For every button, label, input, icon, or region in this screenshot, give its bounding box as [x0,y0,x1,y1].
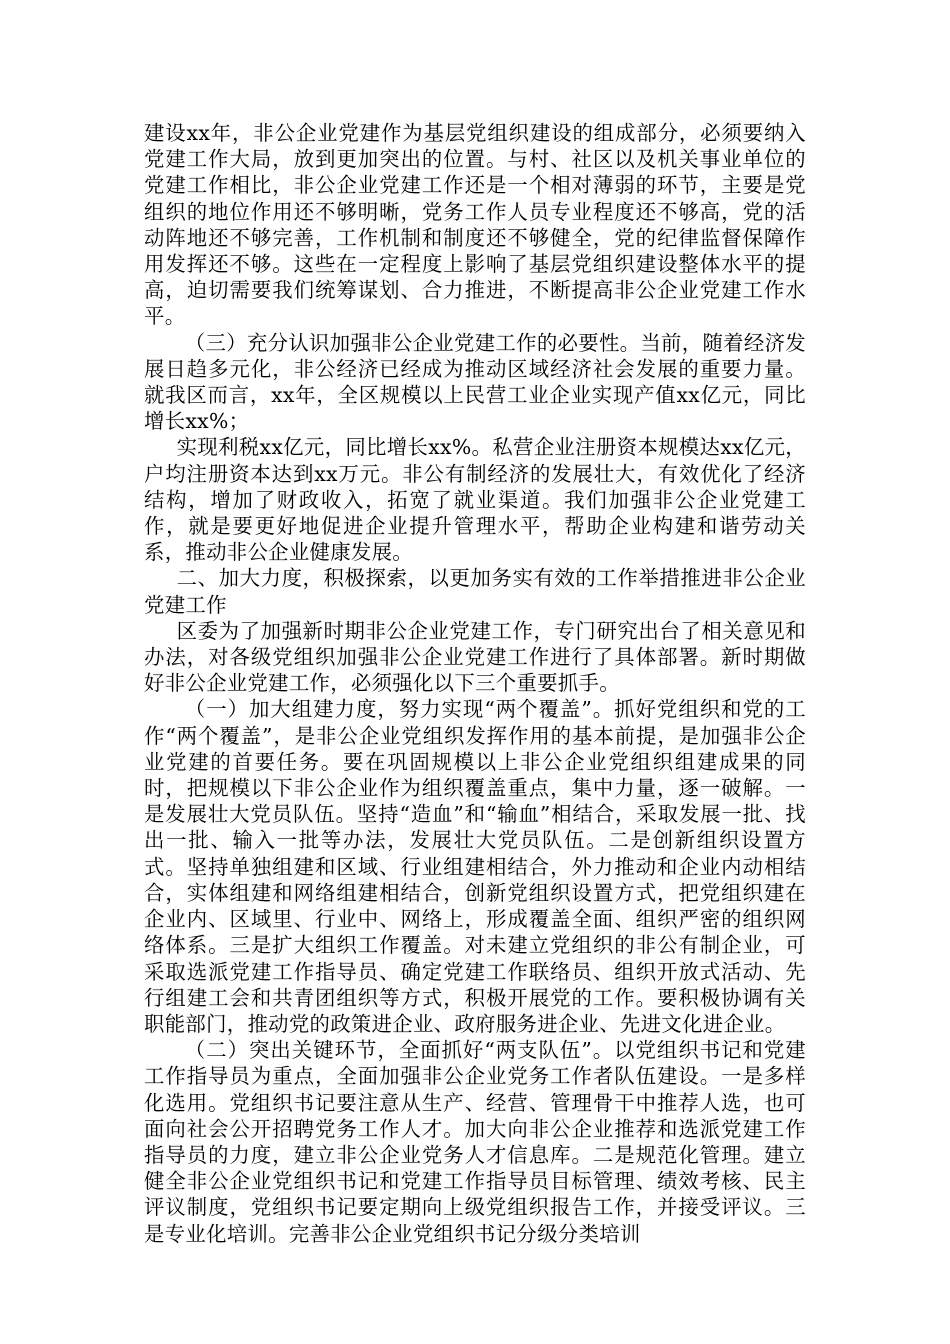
paragraph-2: （三）充分认识加强非公企业党建工作的必要性。当前，随着经济发展日趋多元化，非公经济已经成为推动区域经济社会发展的重要力量。就我区而言，xx年，全区规模以上民营工业企业实现产值xx亿元，同比增长xx%； [144,330,806,434]
document-page [144,120,806,1247]
paragraph-5: （一）加大组建力度，努力实现“两个覆盖”。抓好党组织和党的工作“两个覆盖”，是非公企业党组织发挥作用的基本前提，是加强非公企业党建的首要任务。要在巩固规模以上非公企业党组织组建成果的同时，把规模以下非公企业作为组织覆盖重点，集中力量，逐一破解。一是发展壮大党员队伍。坚持“造血”和“输血”相结合，采取发展一批、找出一批、输入一批等办法，发展壮大党员队伍。二是创新组织设置方式。坚持单独组建和区域、行业组建相结合，外力推动和企业内动相结合，实体组建和网络组建相结合，创新党组织设置方式，把党组织建在企业内、区域里、行业中、网络上，形成覆盖全面、组织严密的组织网络体系。三是扩大组织工作覆盖。对未建立党组织的非公有制企业，可采取选派党建工作指导员、确定党建工作联络员、组织开放式活动、先行组建工会和共青团组织等方式，积极开展党的工作。要积极协调有关职能部门，推动党的政策进企业、政府服务进企业、先进文化进企业。 [144,697,806,1036]
paragraph-3: 实现利税xx亿元，同比增长xx%。私营企业注册资本规模达xx亿元，户均注册资本达到xx万元。非公有制经济的发展壮大，有效优化了经济结构，增加了财政收入，拓宽了就业渠道。我们加强非公企业党建工作，就是要更好地促进企业提升管理水平，帮助企业构建和谐劳动关系，推动非公企业健康发展。 [144,435,806,565]
section-heading-2: 二、加大力度，积极探索，以更加务实有效的工作举措推进非公企业党建工作 [144,566,806,617]
paragraph-4: 区委为了加强新时期非公企业党建工作，专门研究出台了相关意见和办法，对各级党组织加强非公企业党建工作进行了具体部署。新时期做好非公企业党建工作，必须强化以下三个重要抓手。 [144,618,806,696]
paragraph-1: 建设xx年，非公企业党建作为基层党组织建设的组成部分，必须要纳入党建工作大局，放到更加突出的位置。与村、社区以及机关事业单位的党建工作相比，非公企业党建工作还是一个相对薄弱的环节，主要是党组织的地位作用还不够明晰，党务工作人员专业程度还不够高，党的活动阵地还不够完善，工作机制和制度还不够健全，党的纪律监督保障作用发挥还不够。这些在一定程度上影响了基层党组织建设整体水平的提高，迫切需要我们统筹谋划、合力推进，不断提高非公企业党建工作水平。 [144,121,806,329]
paragraph-6: （二）突出关键环节，全面抓好“两支队伍”。以党组织书记和党建工作指导员为重点，全面加强非公企业党务工作者队伍建设。一是多样化选用。党组织书记要注意从生产、经营、管理骨干中推荐人选，也可面向社会公开招聘党务工作人才。加大向非公企业推荐和选派党建工作指导员的力度，建立非公企业党务人才信息库。二是规范化管理。建立健全非公企业党组织书记和党建工作指导员目标管理、绩效考核、民主评议制度，党组织书记要定期向上级党组织报告工作，并接受评议。三是专业化培训。完善非公企业党组织书记分级分类培训 [144,1038,806,1246]
